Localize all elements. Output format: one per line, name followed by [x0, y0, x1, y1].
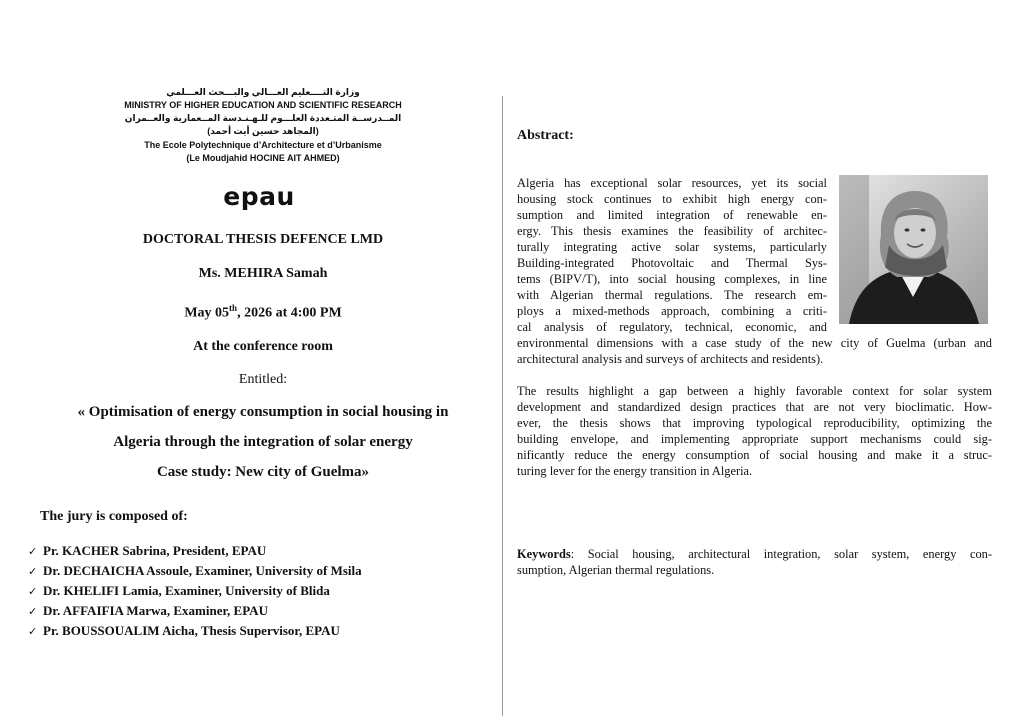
candidate-name: Ms. MEHIRA Samah	[198, 266, 328, 281]
abstract-line: turally integrating active solar systems, particularly	[517, 240, 827, 254]
abstract-paragraph-2	[517, 383, 992, 479]
abstract-line: architectural analysis and surveys of architects and residents).	[517, 352, 824, 366]
thesis-title-line: « Optimisation of energy consumption in social housing in	[77, 404, 449, 420]
abstract-line: sumption and limited integration of renewable en-	[517, 208, 827, 222]
jury-member: ✓ Pr. BOUSSOUALIM Aicha, Thesis Supervisor, EPAU	[28, 621, 362, 641]
thesis-title-line: Case study: New city of Guelma»	[156, 464, 370, 480]
defence-location: At the conference room	[193, 339, 333, 354]
abstract-line: Algeria has exceptional solar resources, yet its social	[517, 176, 827, 190]
abstract-line: ever, the thesis shows that improving typological reproducibility, optimizing the	[517, 416, 992, 430]
keywords-paragraph	[517, 546, 992, 578]
abstract-line: tems (BIPV/T), into social housing complexes, in line	[517, 272, 827, 286]
abstract-line: housing stock continues to exhibit high energy con-	[517, 192, 827, 206]
jury-member: ✓ Pr. KACHER Sabrina, President, EPAU	[28, 541, 362, 561]
checkmark-icon: ✓	[28, 545, 38, 558]
abstract-paragraph-1-bottom	[517, 335, 992, 367]
abstract-paragraph-1-top	[517, 175, 827, 335]
abstract-line: The results highlight a gap between a highly favorable context for solar system	[517, 384, 992, 398]
abstract-line: development and standardized design practices that are not very bioclimatic. How-	[517, 400, 992, 414]
abstract-line: Building-integrated Photovoltaic and Thermal Sys-	[517, 256, 827, 270]
candidate-photo	[839, 175, 988, 324]
thesis-title-line: Algeria through the integration of solar energy	[113, 434, 413, 450]
jury-list	[28, 541, 362, 641]
abstract-line: cal analysis of regulatory, technical, economic, and	[517, 320, 827, 334]
checkmark-icon: ✓	[28, 605, 38, 618]
abstract-heading: Abstract:	[517, 128, 574, 143]
keywords-label: Keywords	[517, 547, 571, 561]
school-name-line: (Le Moudjahid HOCINE AIT AHMED)	[186, 153, 340, 163]
left-column	[0, 0, 502, 724]
ministry-line: MINISTRY OF HIGHER EDUCATION AND SCIENTIFIC RESEARCH	[124, 100, 402, 110]
epau-logo: epau	[223, 182, 295, 211]
jury-member: ✓ Dr. DECHAICHA Assoule, Examiner, University of Msila	[28, 561, 362, 581]
keywords-line: sumption, Algerian thermal regulations.	[517, 563, 715, 577]
arabic-school-line: المــدرســة المتـعددة العلـــوم للـهـنـدسة المــعمارية والعــمران	[124, 113, 402, 123]
abstract-line: with Algerian thermal regulations. The research em-	[517, 288, 827, 302]
checkmark-icon: ✓	[28, 625, 38, 638]
arabic-name-line: (المجاهد حسين أيت أحمد)	[207, 126, 319, 136]
column-divider	[502, 96, 503, 716]
abstract-line: turing lever for the energy transition in Algeria.	[517, 464, 753, 478]
defence-date: May 05th, 2026 at 4:00 PM	[184, 303, 342, 321]
event-type: DOCTORAL THESIS DEFENCE LMD	[142, 232, 384, 247]
abstract-line: ergy. This thesis examines the feasibility of architec-	[517, 224, 827, 238]
checkmark-icon: ✓	[28, 585, 38, 598]
abstract-line: environmental dimensions with a case study of the new city of Guelma (urban and	[517, 336, 992, 350]
school-line: The Ecole Polytechnique d’Architecture et d’Urbanisme	[144, 140, 382, 150]
abstract-line: nificantly reduce the energy consumption of social housing and make it a struc-	[517, 448, 992, 462]
abstract-line: ploys a mixed-methods approach, combining a criti-	[517, 304, 827, 318]
abstract-line: building envelope, and implementing appropriate support mechanisms could sig-	[517, 432, 992, 446]
jury-heading: The jury is composed of:	[40, 509, 188, 524]
checkmark-icon: ✓	[28, 565, 38, 578]
jury-member: ✓ Dr. AFFAIFIA Marwa, Examiner, EPAU	[28, 601, 362, 621]
arabic-ministry-line: وزارة التــــعليم العـــالي والبـــحث العـــلمي	[166, 87, 360, 97]
entitled-label: Entitled:	[238, 372, 288, 387]
jury-member: ✓ Dr. KHELIFI Lamia, Examiner, University of Blida	[28, 581, 362, 601]
candidate-portrait-icon	[839, 175, 988, 324]
keywords-line: Keywords: Social housing, architectural integration, solar system, energy con-	[517, 547, 992, 561]
